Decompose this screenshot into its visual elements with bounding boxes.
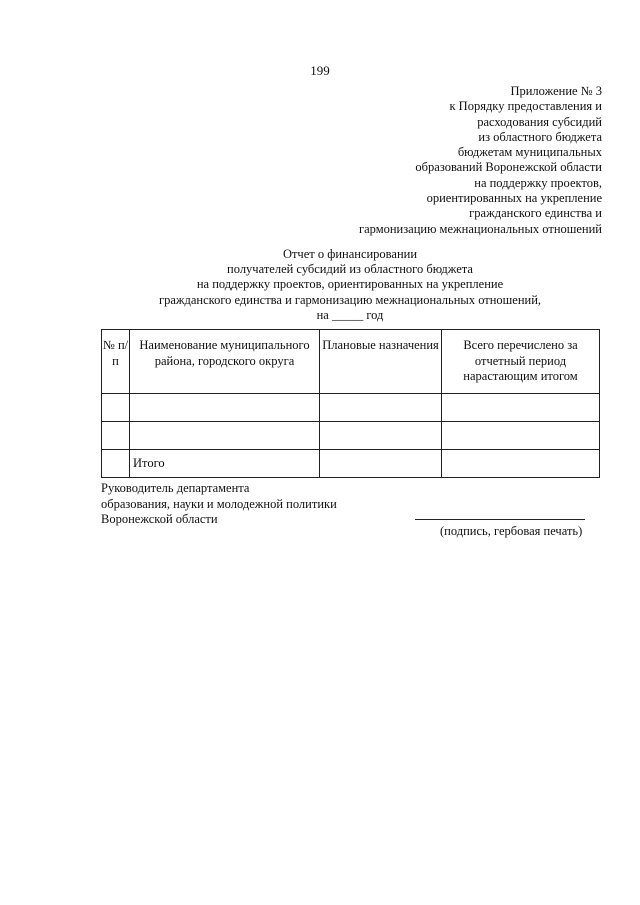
signature-line xyxy=(415,519,585,520)
table-cell xyxy=(102,394,130,422)
table-cell xyxy=(130,394,320,422)
table-cell xyxy=(102,450,130,478)
table-header-row xyxy=(102,330,600,394)
column-header-municipality: Наименование муниципального района, городского округа xyxy=(130,330,320,394)
report-title-line: получателей субсидий из областного бюджета xyxy=(227,262,473,277)
signer-line: образования, науки и молодежной политики xyxy=(101,496,337,511)
report-title-line: Отчет о финансировании xyxy=(282,247,418,261)
appendix-line: расходования субсидий xyxy=(477,114,602,129)
appendix-line: ориентированных на укрепление xyxy=(426,191,602,206)
table-cell xyxy=(442,450,600,478)
column-header-number: № п/п xyxy=(102,330,130,394)
table-cell xyxy=(320,450,442,478)
appendix-line: гражданского единства и xyxy=(469,206,602,221)
appendix-line: бюджетам муниципальных xyxy=(457,145,602,160)
appendix-line: из областного бюджета xyxy=(478,129,602,144)
appendix-line: на поддержку проектов, xyxy=(474,175,602,190)
report-title-line: гражданского единства и гармонизацию межнациональных отношений, xyxy=(158,292,542,307)
signer-line: Воронежской области xyxy=(101,512,218,526)
table-total-row xyxy=(102,450,600,478)
table-cell xyxy=(102,422,130,450)
table-cell xyxy=(130,422,320,450)
appendix-line: гармонизацию межнациональных отношений xyxy=(358,221,602,236)
appendix-line: образований Воронежской области xyxy=(415,160,602,175)
page-number: 199 xyxy=(310,63,330,78)
table-cell xyxy=(442,422,600,450)
table-cell xyxy=(320,394,442,422)
report-title-line: на _____ год xyxy=(316,307,384,322)
appendix-line: Приложение № 3 xyxy=(510,84,602,98)
table-cell xyxy=(320,422,442,450)
column-header-planned: Плановые назначения xyxy=(320,330,442,394)
table-cell xyxy=(442,394,600,422)
appendix-header xyxy=(302,84,602,237)
column-header-transferred: Всего перечислено за отчетный период нарастающим итогом xyxy=(442,330,600,394)
table-row xyxy=(102,394,600,422)
report-title-line: на поддержку проектов, ориентированных на укрепление xyxy=(196,277,504,292)
signature-caption: (подпись, гербовая печать) xyxy=(440,524,583,538)
signer-line: Руководитель департамента xyxy=(101,481,250,495)
table-row xyxy=(102,422,600,450)
report-table xyxy=(101,329,600,478)
appendix-line: к Порядку предоставления и xyxy=(449,99,602,114)
report-title xyxy=(0,247,640,323)
total-label: Итого xyxy=(130,450,320,478)
signer-block xyxy=(101,481,337,528)
